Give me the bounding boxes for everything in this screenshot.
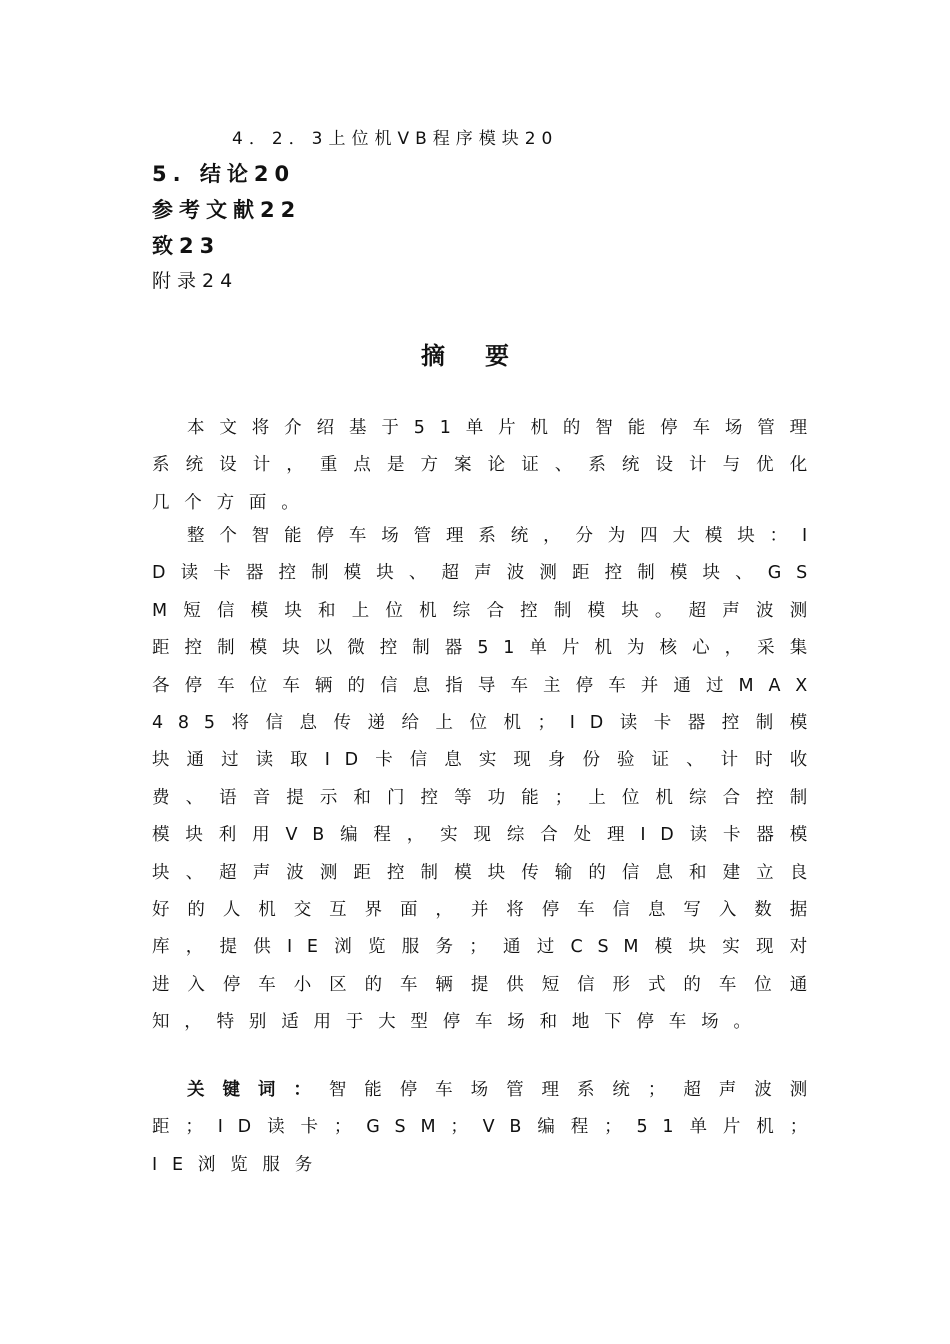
abstract-paragraph-2: 整个智能停车场管理系统，分为四大模块：ID读卡器控制模块、超声波测距控制模块、GSM短信模块和上位机综合控制模块。超声波测距控制模块以微控制器51单片机为核心，采集各停车位车辆的信息指导车主停车并通过MAX485将信息传递给上位机；ID读卡器控制模块通过读取ID卡信息实现身份验证、计时收费、语音提示和门控等功能；上位机综合控制模块利用VB编程，实现综合处理ID读卡器模块、超声波测距控制模块传输的信息和建立良好的人机交互界面，并将停车信息写入数据库，提供IE浏览服务；通过CSM模块实现对进入停车小区的车辆提供短信形式的车位通知，特别适用于大型停车场和地下停车场。	[152, 526, 822, 1033]
keywords-text: 智能停车场管理系统；超声波测距；ID读卡；GSM；VB编程；51单片机；IE浏览服务	[152, 1080, 822, 1175]
keywords-label: 关键词：	[187, 1080, 329, 1100]
toc-item-references: 参考文献22	[152, 198, 302, 222]
abstract-paragraph-1: 本文将介绍基于51单片机的智能停车场管理系统设计，重点是方案论证、系统设计与优化几个方面。	[152, 418, 822, 513]
toc-item-4-2-3: 4．2．3上位机VB程序模块20	[232, 129, 559, 149]
toc-item-appendix: 附录24	[152, 270, 239, 292]
toc-item-conclusion: 5. 结论20	[152, 162, 296, 186]
toc-item-acknowledgement: 致23	[152, 234, 221, 258]
abstract-title: 摘要	[421, 342, 549, 370]
keywords-block	[152, 1072, 822, 1184]
